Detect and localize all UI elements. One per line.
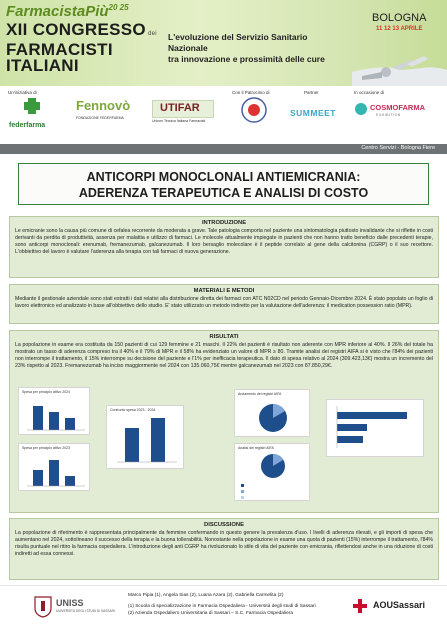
authors-list: Marco Pipia (1), Angela Sias (2), Luana Azara (2), Gabriella Carmelita (2) bbox=[128, 593, 284, 598]
affiliation-2: (2) Azienda Ospedaliero Universitaria di Sassari – S.C. Farmacia Ospedaliera bbox=[128, 610, 294, 616]
utifar-label: UTIFAR bbox=[160, 102, 200, 114]
fondazione-caption: FONDAZIONE FEDERFARMA bbox=[76, 116, 124, 120]
chart-analisi-registri bbox=[234, 443, 310, 501]
title-line-1: ANTICORPI MONOCLONALI ANTIEMICRANIA: bbox=[86, 170, 361, 184]
section-materiali bbox=[9, 284, 439, 324]
chart-spesa-2023-title: Spesa per principio attivo 2023 bbox=[22, 446, 71, 450]
chart-analisi-title: Analisi dei registri AIFA bbox=[238, 446, 274, 450]
aou-logo: AOUSassari bbox=[373, 600, 426, 610]
title-line-2: ADERENZA TERAPEUTICA E ANALISI DI COSTO bbox=[78, 186, 369, 200]
congress-dates: 11 12 13 APRILE bbox=[376, 26, 423, 32]
introduzione-text: Le emicranie sono la causa più comune di cefalea recorrente da moderata a grave. Tale patologia comporta nel paziente una sintomatologia piuttosto invalidante che si riflette in costi derivanti da perdita di produttività, assenza per malattia e utilizzo di farmaci. Le molecole attualmente impiegate in pazienti che non hanno tratto beneficio dalle precedenti terapie, sono anticorpi monoclonali: erenumab, fremanezumab, galcanezumab. Il loro bersaglio molecolare è il peptide correlato al gene della calcitonina (CGRP) o il suo recettore. L'obbiettivo del lavoro è valutare l'aderenza alla terapia con tali farmaci di nuova generazione. bbox=[15, 228, 433, 256]
results-figures bbox=[14, 385, 434, 509]
cosmofarma-caption: EXHIBITION bbox=[376, 113, 401, 117]
federfarma-label: federfarma bbox=[9, 122, 46, 129]
uniss-caption: UNIVERSITÀ DEGLI STUDI DI SASSARI bbox=[56, 609, 115, 613]
federfarma-logo bbox=[8, 98, 62, 125]
venue-label: Centro Servizi - Bologna Fiere bbox=[361, 145, 435, 151]
chart-spesa-2024 bbox=[18, 387, 90, 435]
aou-cross-icon bbox=[352, 598, 368, 614]
chart-spesa-2024-title: Spesa per principio attivo 2024 bbox=[22, 390, 71, 394]
fondazione-logo: Fennovò bbox=[76, 98, 131, 113]
venue-bar bbox=[0, 144, 447, 154]
chart-spesa-2023 bbox=[18, 443, 90, 491]
cosmofarma-icon bbox=[354, 102, 368, 116]
chart-andamento-title: Andamento dei registri AIFA bbox=[238, 392, 282, 396]
congress-city: BOLOGNA bbox=[372, 12, 427, 24]
discussione-text: La popolazione di riferimento è rappresentata principalmente da femmine confermando in questo genere la prevalenza d'uso. I livelli di aderenza rilevati, e gli importi di spesa che aumentano nel 2024, sottolineano il successo della terapia e la buona tollerabilità. Nonostante nella popolazione in esame una quota di pazienti (15%) interrompe il trattamento, l'84% risulta puntuale nel ritiro la farmacia ospedaliera. L'introduzione degli anti CGRP ha rivoluzionato lo stile di vita del paziente con emicrania, riflettendosi anche in una riduzione di costi indiretti ad essa connessi. bbox=[15, 530, 433, 558]
section-introduzione bbox=[9, 216, 439, 278]
congress-header bbox=[0, 0, 447, 86]
partner-caption: Partner bbox=[304, 90, 319, 95]
poster-footer bbox=[0, 585, 447, 640]
poster-title bbox=[18, 163, 429, 205]
materiali-heading: MATERIALI E METODI bbox=[193, 288, 255, 294]
risultati-heading: RISULTATI bbox=[209, 334, 239, 340]
cosmofarma-logo: COSMOFARMA bbox=[370, 103, 425, 112]
initiative-caption: Un'iniziativa di bbox=[8, 90, 37, 95]
affiliation-1: (1) Scuola di specializzazione in Farmacia Ospedaliera - Università degli studi di Sassari bbox=[128, 603, 316, 609]
patronage-caption: Con il Patrocinio di bbox=[232, 90, 270, 95]
occasion-caption: In occasione di bbox=[354, 90, 385, 95]
summeet-logo: SUMMEET bbox=[290, 108, 336, 118]
authors-block bbox=[128, 593, 328, 617]
chart-andamento-registri bbox=[234, 389, 310, 437]
patronage-seal-icon bbox=[240, 96, 268, 124]
uniss-crest-icon bbox=[34, 596, 52, 618]
chart-confronto-title: Confronto spesa 2023 - 2024 bbox=[110, 408, 156, 412]
introduzione-heading: INTRODUZIONE bbox=[201, 220, 247, 226]
robot-hand-illustration bbox=[352, 42, 447, 86]
risultati-text: La popolazione in esame era costituita da 150 pazienti di cui 129 femmine e 21 maschi. Il 22% dei pazienti è risultato non aderente con MPR inferiore al 40%. Il 26% del totale ha mostrato un tasso di aderenza compreso tra il 40% e il 79% di MPR e il 58% ha evidenziato un valore di MPR ≥ 80. Tramite analisi dei registri AIFA si è visto che l'84% dei pazienti non interrompe il trattamento, il 15% interrompe su decisione del paziente e l'1% per inefficacia terapeutica. Il dato di spesa relativo al 2024 (309.423,13€) mostra un incremento del 23% rispetto al 2023. Fremanezumab ha inciso maggiormente nel 2024 con 135.060,75€ mentre galcanezumab nel 2023 con 87.850,29€. bbox=[15, 342, 433, 370]
materiali-text: Mediante il gestionale aziendale sono stati estratti i dati relativi alla distribuzione diretta dei farmaci con ATC N02CD nel periodo Gennaio-Dicembre 2024. È stato popolato un foglio di lavoro elettronico ed analizzato in base all'obbiettivo dello studio. E' stato utilizzato un metodo indiretto per la valutazione dell'aderenza: il medication possession ratio (MPR). bbox=[15, 296, 433, 310]
congress-title: XII CONGRESSO dei FARMACISTI ITALIANI bbox=[6, 20, 157, 75]
utifar-caption: Unione Tecnica Italiana Farmacisti bbox=[152, 119, 206, 123]
section-discussione bbox=[9, 518, 439, 580]
chart-confronto-spesa bbox=[106, 405, 184, 469]
brand-logo: FarmacistaPiù$^{20 25}$ bbox=[6, 3, 129, 20]
discussione-heading: DISCUSSIONE bbox=[204, 522, 244, 528]
uniss-logo: UNISS bbox=[56, 598, 84, 608]
sponsor-logo-band bbox=[0, 86, 447, 144]
congress-headline: L'evoluzione del Servizio Sanitario Nazionale tra innovazione e prossimità delle cure bbox=[168, 32, 325, 64]
chart-mpr-aderenza bbox=[326, 399, 424, 457]
